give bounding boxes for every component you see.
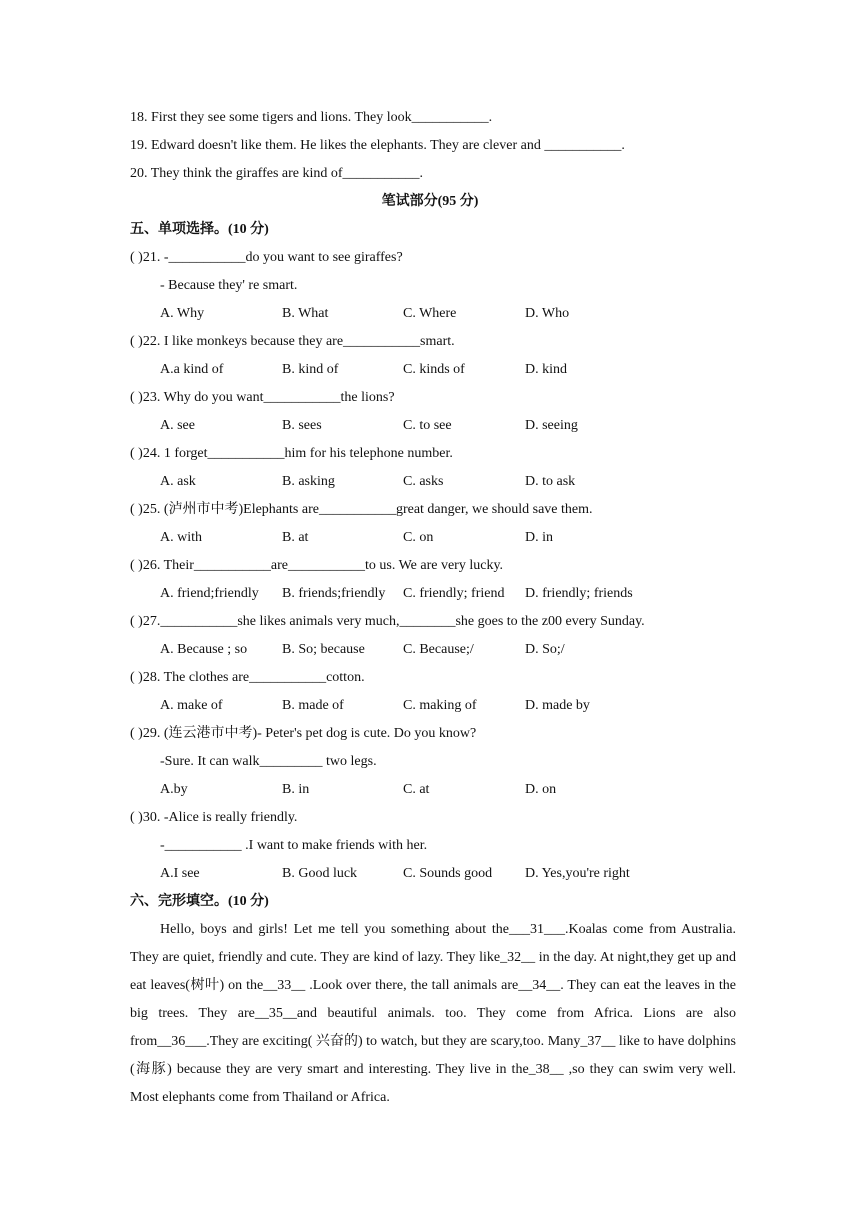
question-26-stem: ( )26. Their___________are___________to us. We are very lucky. [130,558,504,573]
option-b: B. sees [282,418,322,433]
option-c: C. kinds of [403,362,465,377]
option-b: B. Good luck [282,866,358,881]
option-a: A. see [160,418,195,433]
question-27-stem: ( )27.___________she likes animals very much,________she goes to the z00 every Sunday. [130,614,645,629]
section-6-title: 六、完形填空。(10 分) [130,894,269,909]
option-b: B. So; because [282,642,365,657]
option-c: C. making of [403,698,477,713]
written-part-title: 笔试部分(95 分) [381,194,479,209]
question-23-stem: ( )23. Why do you want___________the lions? [130,390,395,405]
question-18: 18. First they see some tigers and lions. They look___________. [130,110,493,125]
option-b: B. asking [282,474,335,489]
option-a: A.by [160,782,188,797]
option-b: B. friends;friendly [282,586,386,601]
option-d: D. friendly; friends [525,586,633,601]
option-b: B. made of [282,698,344,713]
option-d: D. to ask [525,474,576,489]
option-d: D. kind [525,362,567,377]
option-a: A. ask [160,474,196,489]
option-d: D. made by [525,698,590,713]
option-d: D. Yes,you're right [525,866,630,881]
option-d: D. So;/ [525,642,565,657]
option-c: C. Where [403,306,457,321]
option-a: A. with [160,530,202,545]
question-29-reply: -Sure. It can walk_________ two legs. [160,754,377,769]
option-c: C. Because;/ [403,642,474,657]
option-a: A. Because ; so [160,642,248,657]
question-21-reply: - Because they' re smart. [160,278,298,293]
option-d: D. seeing [525,418,578,433]
option-c: C. on [403,530,434,545]
question-22-stem: ( )22. I like monkeys because they are___________smart. [130,334,455,349]
option-a: A. friend;friendly [160,586,259,601]
cloze-passage-text: Hello, boys and girls! Let me tell you something about the___31___.Koalas come from Australia. They are quiet, friendly and cute. They are kind of lazy. They like_32__ in the day. At night,they get up and eat leaves(树叶) on the__33__ .Look over there, the tall animals are__34__. They can eat the leaves in the big trees. They are__35__and beautiful animals. too. They come from Africa. Lions are also from__36___.They are exciting( 兴奋的) to watch, but they are scary,too. Many_37__ like to have dolphins (海豚) because they are very smart and interesting. They live in the_38__ ,so they can swim very well. Most elephants come from Thailand or Africa. [130,922,736,1105]
question-24-stem: ( )24. 1 forget___________him for his telephone number. [130,446,453,461]
option-a: A. make of [160,698,223,713]
option-a: A.I see [160,866,200,881]
option-d: D. Who [525,306,570,321]
option-c: C. at [403,782,430,797]
option-a: A. Why [160,306,205,321]
question-29-stem: ( )29. (连云港市中考)- Peter's pet dog is cute. Do you know? [130,726,477,741]
option-c: C. to see [403,418,452,433]
option-c: C. asks [403,474,444,489]
option-b: B. kind of [282,362,339,377]
option-a: A.a kind of [160,362,224,377]
question-30-stem: ( )30. -Alice is really friendly. [130,810,298,825]
question-21-stem: ( )21. -___________do you want to see giraffes? [130,250,403,265]
option-d: D. in [525,530,553,545]
option-b: B. in [282,782,310,797]
option-c: C. Sounds good [403,866,493,881]
question-28-stem: ( )28. The clothes are___________cotton. [130,670,365,685]
question-25-stem: ( )25. (泸州市中考)Elephants are___________great danger, we should save them. [130,502,593,517]
question-20: 20. They think the giraffes are kind of___________. [130,166,424,181]
question-30-reply: -___________ .I want to make friends with her. [160,838,428,853]
option-b: B. What [282,306,329,321]
question-19: 19. Edward doesn't like them. He likes the elephants. They are clever and ___________. [130,138,625,153]
option-c: C. friendly; friend [403,586,505,601]
option-d: D. on [525,782,557,797]
section-5-title: 五、单项选择。(10 分) [130,222,269,237]
cloze-passage [130,916,736,1112]
option-b: B. at [282,530,309,545]
